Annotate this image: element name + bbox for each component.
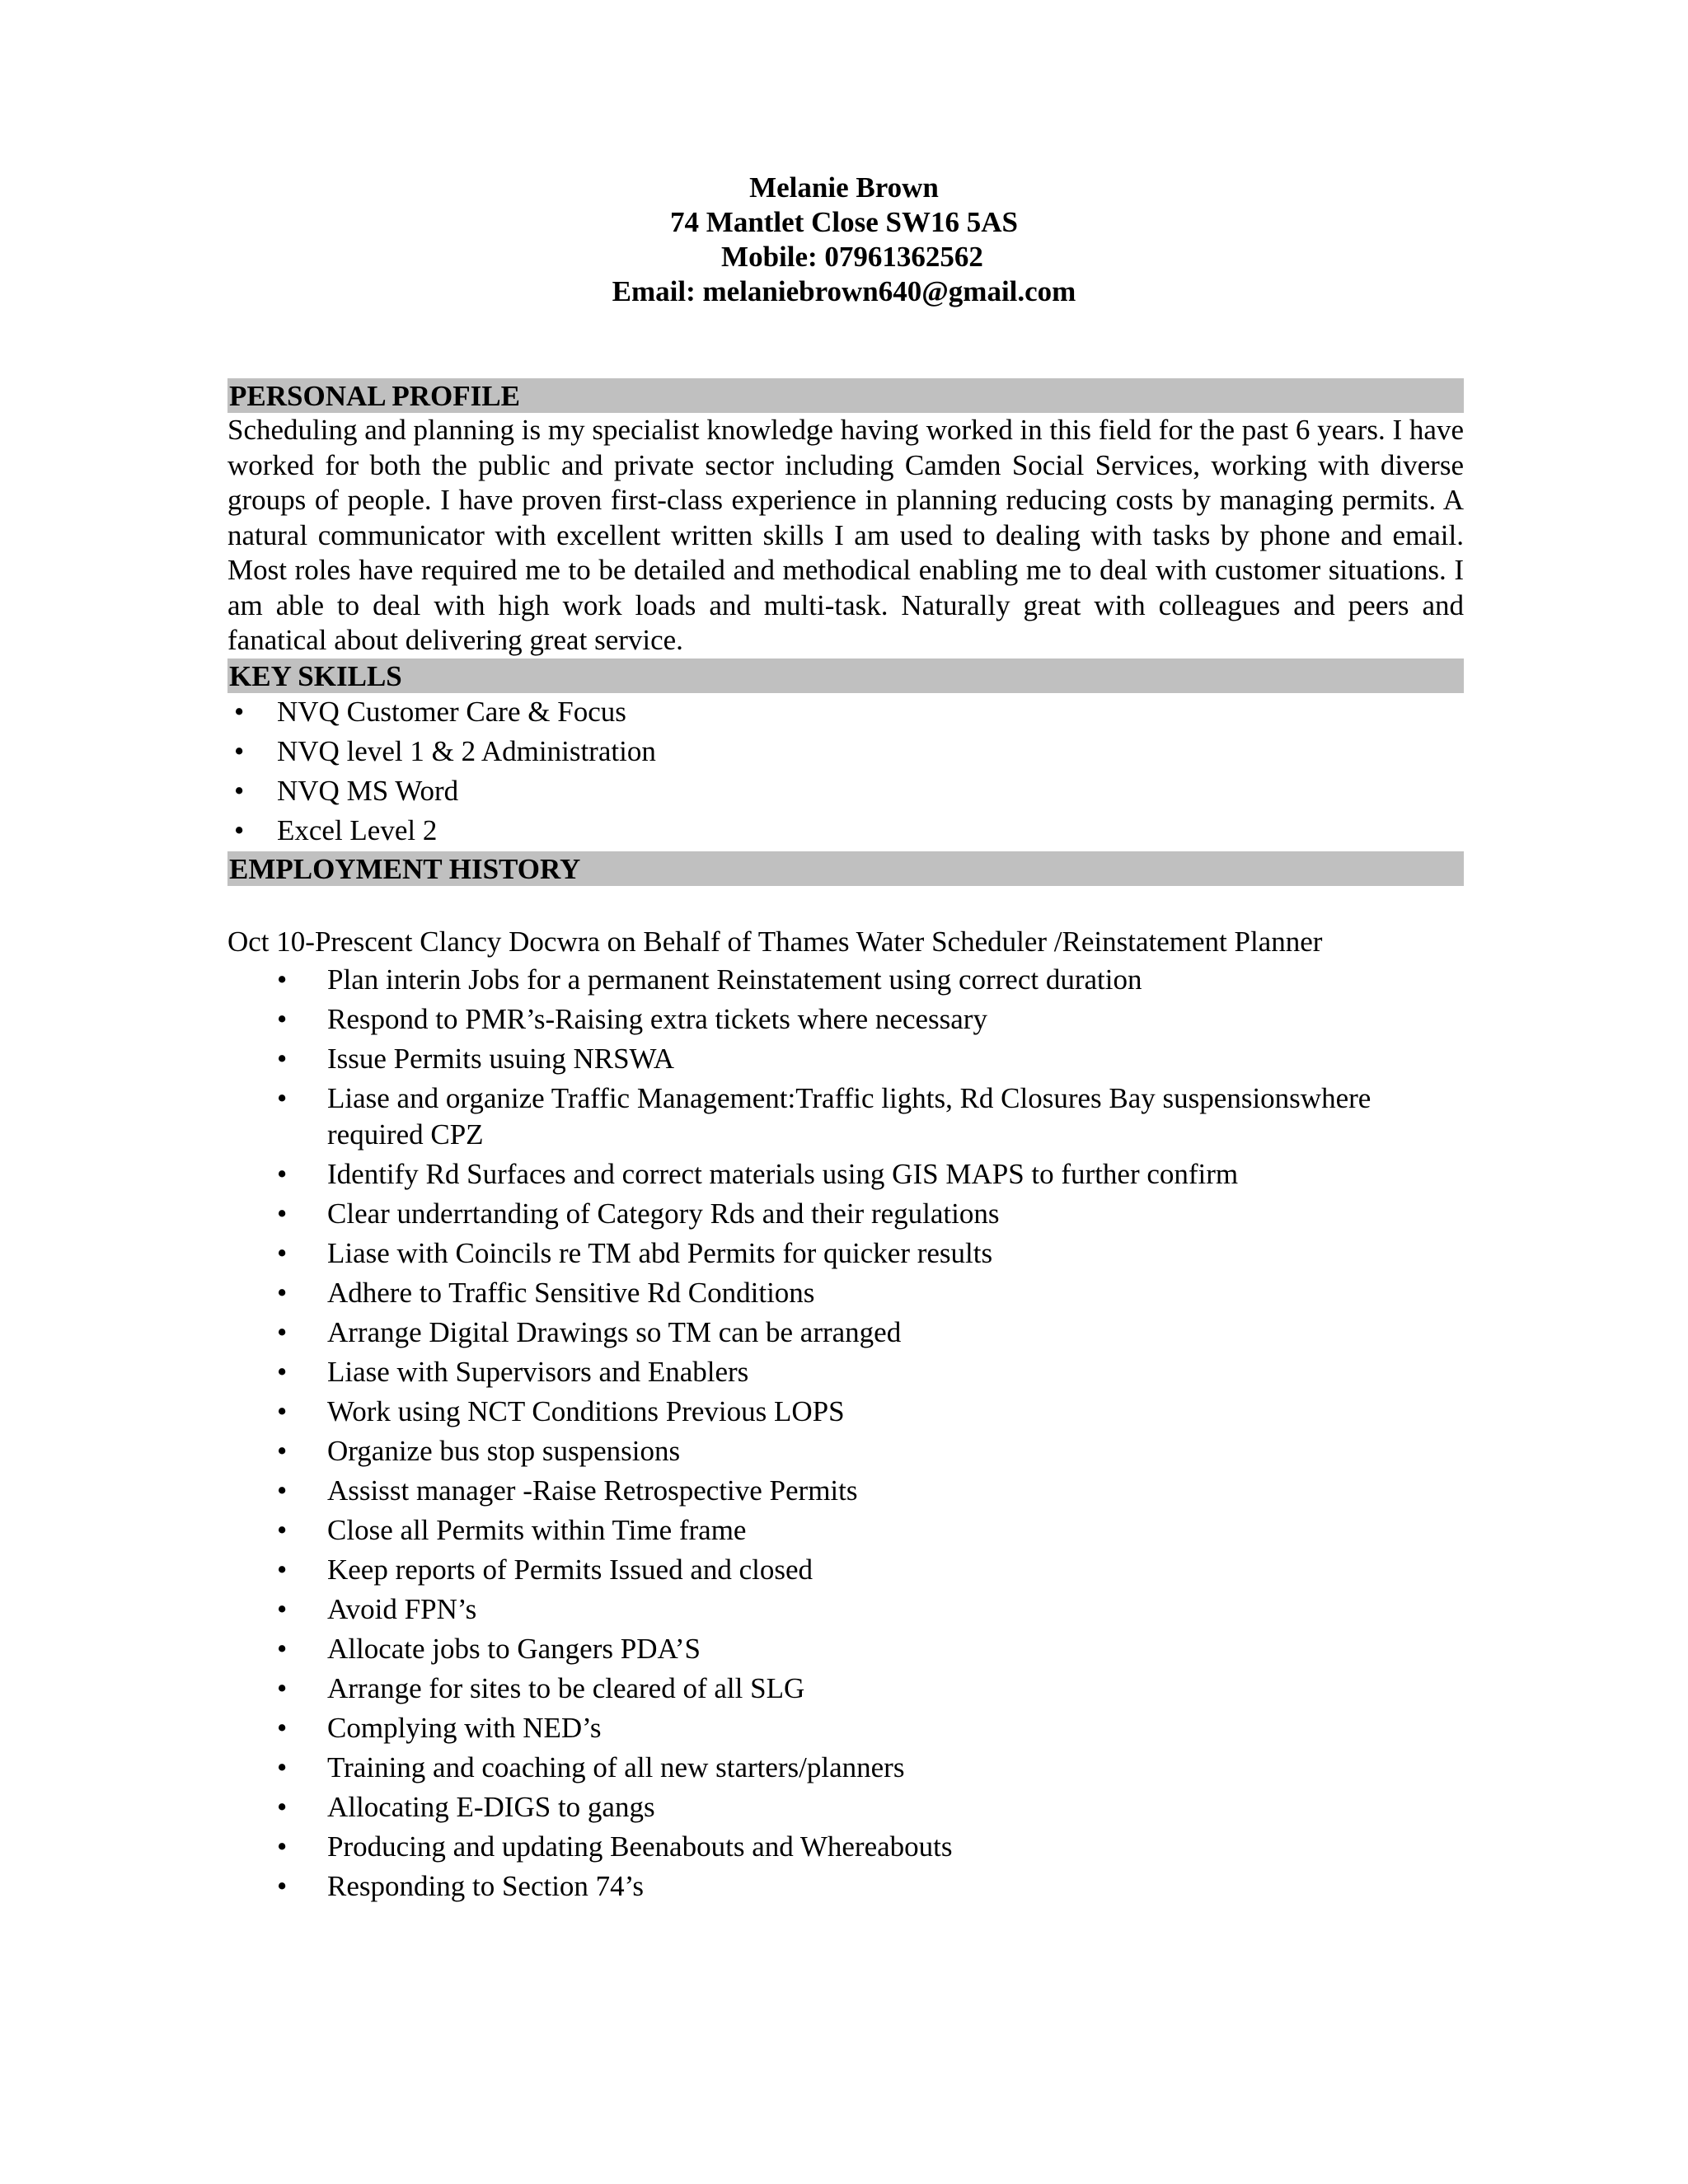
bullet-icon: • (277, 1394, 288, 1427)
bullet-icon: • (277, 1790, 288, 1823)
job-title-line: Oct 10-Prescent Clancy Docwra on Behalf of Thames Water Scheduler /Reinstatement Planner (227, 925, 1323, 958)
bullet-icon: • (277, 1474, 288, 1507)
list-item (227, 1671, 1464, 1707)
duty-text: Arrange for sites to be cleared of all SLG (327, 1671, 805, 1704)
list-item (227, 1829, 1464, 1865)
bullet-icon: • (277, 1513, 288, 1546)
bullet-icon: • (277, 1592, 288, 1625)
list-item (227, 1433, 1464, 1469)
list-item (227, 1041, 1464, 1077)
mobile: Mobile: 07961362562 (721, 241, 983, 273)
bullet-icon: • (277, 1355, 288, 1388)
list-item (227, 962, 1464, 998)
section-heading-personal-profile: PERSONAL PROFILE (227, 378, 1464, 413)
duty-text: Work using NCT Conditions Previous LOPS (327, 1394, 845, 1427)
list-item (227, 812, 1464, 851)
duty-text: Producing and updating Beenabouts and Whereabouts (327, 1830, 953, 1863)
profile-text: Scheduling and planning is my specialist knowledge having worked in this field for the past 6 years. I have worked for both the public and private sector including Camden Social Services, working with diverse groups of people. I have proven first-class experience in planning reducing costs by managing permits. A natural communicator with excellent written skills I am used to dealing with tasks by phone and email. Most roles have required me to be detailed and methodical enabling me to deal with customer situations. I am able to deal with high work loads and multi-task. Naturally great with colleagues and peers and fanatical about delivering great service. (227, 414, 1464, 656)
bullet-icon: • (277, 1632, 288, 1665)
bullet-icon: • (277, 1236, 288, 1269)
duty-text: Training and coaching of all new starters/planners (327, 1750, 905, 1783)
bullet-icon: • (277, 1042, 288, 1075)
duty-text: Plan interin Jobs for a permanent Reinstatement using correct duration (327, 963, 1142, 996)
email: Email: melaniebrown640@gmail.com (612, 275, 1076, 307)
resume-body (227, 378, 1464, 1908)
list-item (227, 1868, 1464, 1905)
bullet-icon: • (234, 813, 245, 846)
list-item (227, 1275, 1464, 1311)
bullet-icon: • (277, 1315, 288, 1348)
bullet-icon: • (277, 1002, 288, 1035)
bullet-icon: • (277, 1276, 288, 1309)
duty-text: Complying with NED’s (327, 1711, 602, 1744)
skill-text: NVQ level 1 & 2 Administration (277, 734, 656, 767)
list-item (227, 1552, 1464, 1588)
skill-text: NVQ Customer Care & Focus (277, 695, 626, 728)
list-item (227, 1196, 1464, 1232)
list-item (227, 1394, 1464, 1430)
list-item (227, 1315, 1464, 1351)
list-item (227, 1750, 1464, 1786)
list-item (227, 1789, 1464, 1825)
candidate-name: Melanie Brown (749, 171, 939, 204)
list-item (227, 1591, 1464, 1628)
duty-text: Allocate jobs to Gangers PDA’S (327, 1632, 701, 1665)
list-item (227, 1001, 1464, 1038)
contact-header (0, 171, 1688, 309)
list-item (227, 1235, 1464, 1272)
duty-text: Identify Rd Surfaces and correct materials using GIS MAPS to further confirm (327, 1157, 1239, 1190)
bullet-icon: • (277, 1157, 288, 1190)
bullet-icon: • (277, 1671, 288, 1704)
list-item (227, 1512, 1464, 1549)
bullet-icon: • (277, 1869, 288, 1902)
bullet-icon: • (277, 1750, 288, 1783)
duty-text: Respond to PMR’s-Raising extra tickets where necessary (327, 1002, 987, 1035)
list-item (227, 733, 1464, 772)
duty-text: Liase with Coincils re TM abd Permits for quicker results (327, 1236, 993, 1269)
skills-list (227, 693, 1464, 851)
bullet-icon: • (234, 695, 245, 728)
section-heading-employment-history: EMPLOYMENT HISTORY (227, 851, 1464, 886)
duty-text: Assisst manager -Raise Retrospective Permits (327, 1474, 858, 1507)
duty-text: Responding to Section 74’s (327, 1869, 645, 1902)
duty-text: Allocating E-DIGS to gangs (327, 1790, 655, 1823)
list-item (227, 1080, 1464, 1153)
bullet-icon: • (234, 774, 245, 807)
skill-text: Excel Level 2 (277, 813, 438, 846)
duty-text: Clear underrtanding of Category Rds and their regulations (327, 1197, 1000, 1230)
skill-text: NVQ MS Word (277, 774, 459, 807)
bullet-icon: • (277, 1197, 288, 1230)
bullet-icon: • (277, 1081, 288, 1114)
list-item (227, 1354, 1464, 1390)
list-item (227, 1473, 1464, 1509)
duties-list (227, 962, 1464, 1905)
duty-text: Adhere to Traffic Sensitive Rd Conditions (327, 1276, 815, 1309)
duty-text: Keep reports of Permits Issued and closed (327, 1553, 814, 1586)
address: 74 Mantlet Close SW16 5AS (670, 206, 1018, 238)
bullet-icon: • (234, 734, 245, 767)
duty-text: Avoid FPN’s (327, 1592, 477, 1625)
duty-text: Arrange Digital Drawings so TM can be arranged (327, 1315, 902, 1348)
duty-text: Liase and organize Traffic Management:Traffic lights, Rd Closures Bay suspensionswhere required CPZ (327, 1081, 1372, 1151)
bullet-icon: • (277, 1553, 288, 1586)
section-heading-key-skills: KEY SKILLS (227, 658, 1464, 693)
list-item (227, 693, 1464, 733)
bullet-icon: • (277, 963, 288, 996)
duty-text: Close all Permits within Time frame (327, 1513, 747, 1546)
bullet-icon: • (277, 1434, 288, 1467)
bullet-icon: • (277, 1711, 288, 1744)
bullet-icon: • (277, 1830, 288, 1863)
duty-text: Liase with Supervisors and Enablers (327, 1355, 749, 1388)
list-item (227, 1631, 1464, 1667)
list-item (227, 1710, 1464, 1746)
duty-text: Organize bus stop suspensions (327, 1434, 681, 1467)
duty-text: Issue Permits usuing NRSWA (327, 1042, 674, 1075)
list-item (227, 772, 1464, 812)
list-item (227, 1156, 1464, 1193)
